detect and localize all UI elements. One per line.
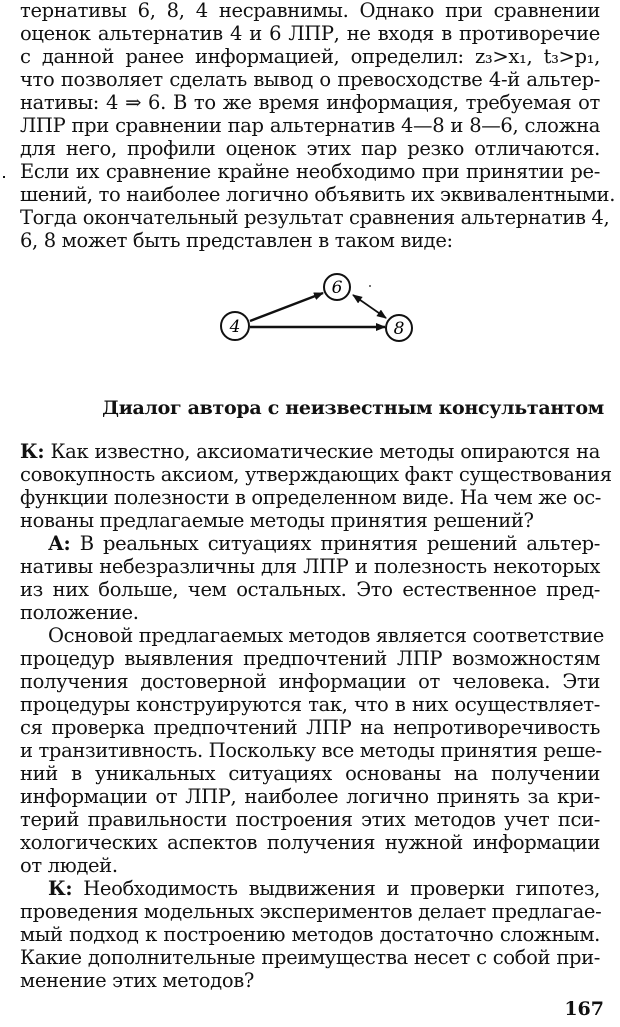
text-line: Какие дополнительные преимущества несет с собой при- bbox=[20, 946, 600, 969]
text-line: получения достоверной информации от человека. Эти bbox=[20, 670, 600, 693]
text-line: менение этих методов? bbox=[20, 969, 254, 992]
node-6 bbox=[324, 274, 350, 300]
text-span: Необходимость выдвижения и проверки гипотез, bbox=[83, 877, 600, 900]
text-line: нованы предлагаемые методы принятия решений? bbox=[20, 509, 534, 532]
speaker-label: К: bbox=[20, 440, 45, 463]
text-line: терий правильности построения этих методов учет пси- bbox=[20, 808, 600, 831]
edge-4-6 bbox=[250, 293, 323, 321]
text-line: шений, то наиболее логично объявить их эквивалентными. bbox=[20, 183, 616, 206]
text-line: оценок альтернатив 4 и 6 ЛПР, не входя в противоречие bbox=[20, 22, 600, 45]
text-line: нативы небезразличны для ЛПР и полезность некоторых bbox=[20, 555, 600, 578]
text-line: ЛПР при сравнении пар альтернатив 4—8 и 8—6, сложна bbox=[20, 114, 600, 137]
text-line: Основой предлагаемых методов является соответствие bbox=[48, 624, 604, 647]
speaker-label: А: bbox=[48, 532, 71, 555]
text-line: и транзитивность. Поскольку все методы принятия реше- bbox=[20, 739, 602, 762]
section-heading: Диалог автора с неизвестным консультантом bbox=[102, 397, 604, 419]
speaker-label: К: bbox=[48, 877, 73, 900]
text-span: Как известно, аксиоматические методы опираются на bbox=[50, 440, 600, 463]
text-line: ся проверка предпочтений ЛПР на непротиворечивость bbox=[20, 716, 600, 739]
node-8-label: 8 bbox=[393, 319, 405, 339]
text-line: информации от ЛПР, наиболее логично принять за кри- bbox=[20, 785, 600, 808]
text-line: хологических аспектов получения нужной информации bbox=[20, 831, 600, 854]
text-line: положение. bbox=[20, 601, 139, 624]
text-line: для него, профили оценок этих пар резко отличаются. bbox=[20, 137, 600, 160]
text-line: проведения модельных экспериментов делает предлагае- bbox=[20, 900, 602, 923]
text-line: процедур выявления предпочтений ЛПР возможностям bbox=[20, 647, 600, 670]
text-line: нативы: 4 ⇒ 6. В то же время информация, требуемая от bbox=[20, 91, 600, 114]
margin-mark bbox=[3, 176, 5, 178]
edge-6-8 bbox=[353, 295, 386, 318]
text-line: Тогда окончательный результат сравнения альтернатив 4, bbox=[20, 206, 610, 229]
text-line: ний в уникальных ситуациях основаны на получении bbox=[20, 762, 600, 785]
text-line: мый подход к построению методов достаточно сложным. bbox=[20, 923, 600, 946]
text-line: из них больше, чем остальных. Это естественное пред- bbox=[20, 578, 600, 601]
text-line: что позволяет сделать вывод о превосходстве 4-й альтер- bbox=[20, 68, 600, 91]
text-line: с данной ранее информацией, определил: z₃>x₁, t₃>p₁, bbox=[20, 45, 600, 68]
text-line: функции полезности в определенном виде. На чем же ос- bbox=[20, 486, 602, 509]
text-span: В реальных ситуациях принятия решений альтер- bbox=[79, 532, 601, 555]
node-4 bbox=[221, 312, 249, 340]
node-6-label: 6 bbox=[331, 278, 343, 298]
text-line bbox=[48, 533, 600, 555]
text-line bbox=[48, 878, 600, 900]
text-line: тернативы 6, 8, 4 несравнимы. Однако при сравнении bbox=[20, 0, 600, 22]
text-line: от людей. bbox=[20, 854, 118, 877]
text-line bbox=[20, 441, 600, 463]
node-8 bbox=[386, 315, 412, 341]
text-line: совокупность аксиом, утверждающих факт существования bbox=[20, 463, 612, 486]
node-4-label: 4 bbox=[229, 317, 241, 337]
text-line: процедуры конструируются так, что в них осуществляет- bbox=[20, 693, 600, 716]
text-line: 6, 8 может быть представлен в таком виде: bbox=[20, 229, 453, 252]
text-line: Если их сравнение крайне необходимо при принятии ре- bbox=[20, 160, 600, 183]
comparison-diagram bbox=[210, 270, 430, 352]
page-number: 167 bbox=[564, 998, 604, 1020]
